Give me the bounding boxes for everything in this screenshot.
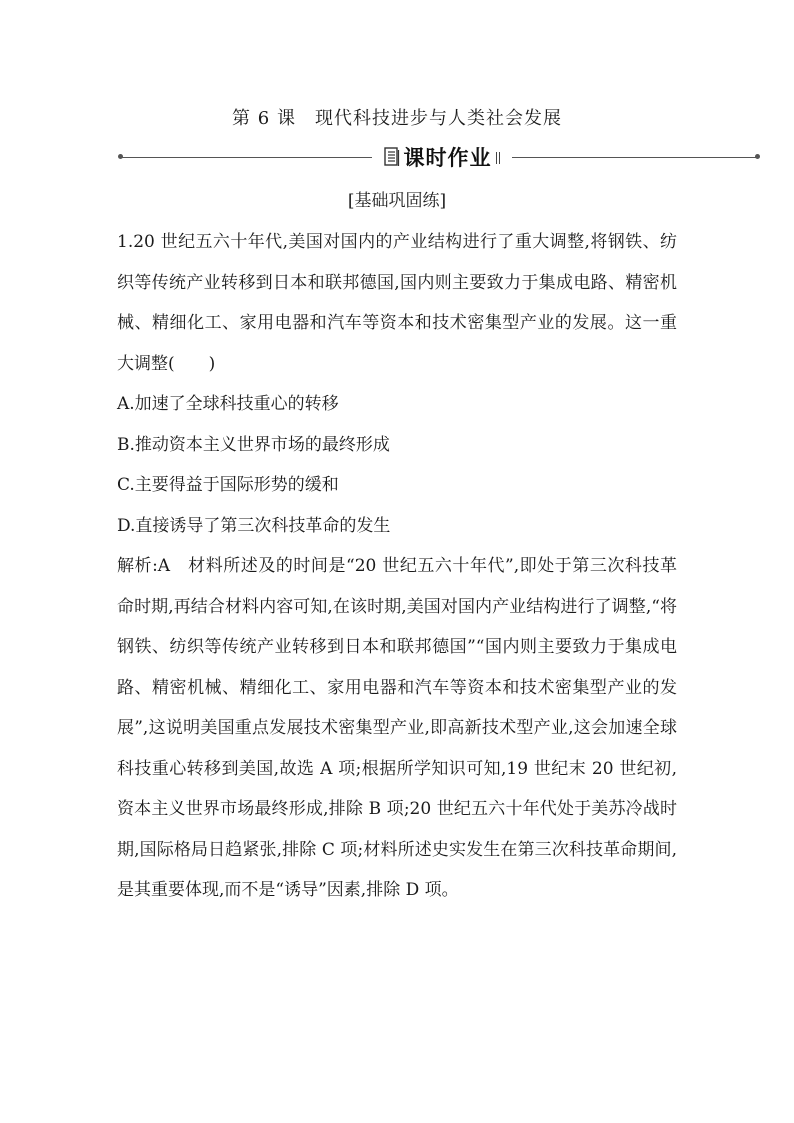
banner-left-rule [122,157,372,158]
banner-label: 课时作业 [403,146,492,170]
lesson-title: 第 6 课 现代科技进步与人类社会发展 [232,108,562,129]
section-label: [基础巩固练] [347,191,447,211]
option-c: C.主要得益于国际形势的缓和 [117,475,339,495]
question-block [117,222,677,911]
banner-right-dot [755,154,760,159]
option-b: B.推动资本主义世界市场的最终形成 [117,434,390,455]
banner-center [372,142,512,172]
banner-tick-mark [495,150,501,164]
option-a: A.加速了全球科技重心的转移 [117,394,339,414]
banner-right-rule [512,157,756,158]
analysis-text: 解析:A 材料所述及的时间是“20 世纪五六十年代”,即处于第三次科技革命时期,再结合材料内容可知,在该时期,美国对国内产业结构进行了调整,“将钢铁、纺织等传统产业转移到日本和联邦德国”“国内则主要致力于集成电路、精密机械、精细化工、家用电器和汽车等资本和技术密集型产业的发展”,这说明美国重点发展技术密集型产业,即高新技术型产业,这会加速全球科技重心转移到美国,故选 A 项;根据所学知识可知,19 世纪末 20 世纪初,资本主义世界市场最终形成,排除 B 项;20 世纪五六十年代处于美苏冷战时期,国际格局日趋紧张,排除 C 项;材料所述史实发生在第三次科技革命期间,是其重要体现,而不是“诱导”因素,排除 D 项。 [117,556,677,900]
question-stem: 1.20 世纪五六十年代,美国对国内的产业结构进行了重大调整,将钢铁、纺织等传统产业转移到日本和联邦德国,国内则主要致力于集成电路、精密机械、精细化工、家用电器和汽车等资本和技术密集型产业的发展。这一重大调整( ) [117,232,677,374]
option-d: D.直接诱导了第三次科技革命的发生 [117,515,391,536]
section-banner [118,142,760,172]
book-icon [384,147,400,167]
